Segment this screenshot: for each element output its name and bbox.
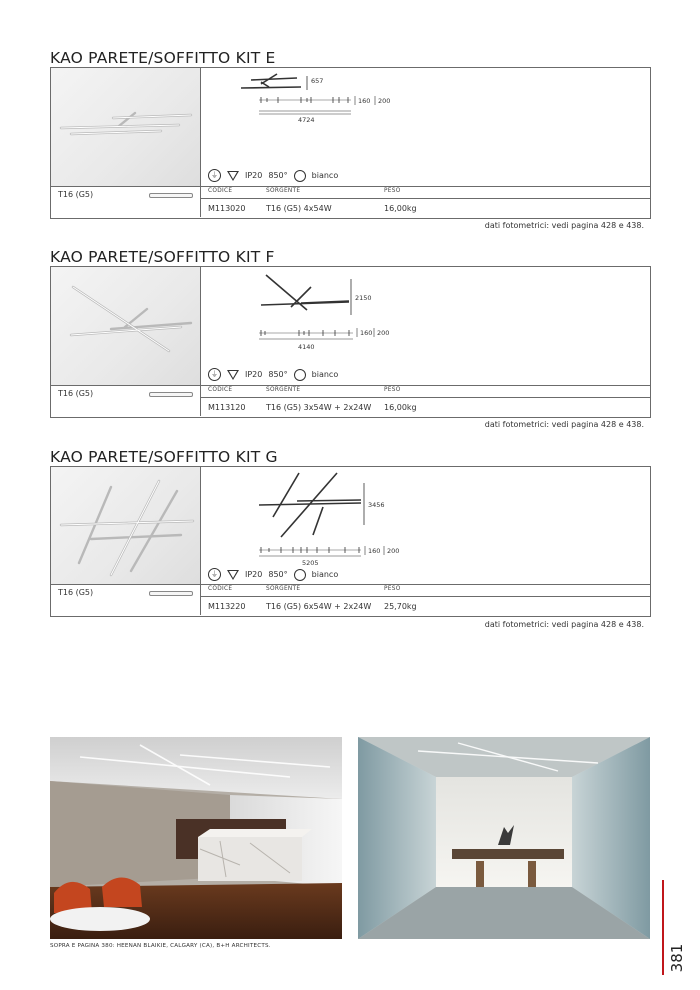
header-weight: PESO (384, 586, 401, 592)
lamp-type: T16 (G5) (58, 190, 94, 199)
product-weight: 25,70kg (384, 602, 417, 611)
product-code: M113120 (208, 403, 246, 412)
lamp-type: T16 (G5) (58, 389, 94, 398)
ip-rating: IP20 (245, 570, 263, 579)
product-source: T16 (G5) 4x54W (266, 204, 332, 213)
reception-scene-illustration (50, 737, 342, 939)
finish-label: bianco (311, 370, 339, 379)
product-photo-illustration (51, 267, 200, 385)
dim-thickness: 160 (360, 329, 373, 337)
f-mark-icon (227, 570, 239, 580)
product-photo (51, 68, 201, 186)
product-code: M113220 (208, 602, 246, 611)
dim-thickness: 160 (368, 547, 381, 555)
tube-lamp-icon (149, 392, 193, 397)
photometric-note: dati fotometrici: vedi pagina 428 e 438. (484, 420, 644, 429)
product-photo-illustration (51, 68, 200, 186)
product-card-kit-e (50, 67, 651, 219)
f-mark-icon (227, 370, 239, 380)
table-header (201, 386, 650, 398)
spec-row (208, 169, 338, 182)
temperature: 850° (268, 570, 288, 579)
dim-width: 4724 (298, 116, 315, 124)
dim-thickness: 160 (358, 97, 371, 105)
finish-swatch-icon (294, 170, 306, 182)
product-title: KAO PARETE/SOFFITTO KIT F (50, 248, 275, 266)
technical-drawing (201, 68, 650, 168)
finish-swatch-icon (294, 569, 306, 581)
header-code: CODICE (208, 188, 233, 194)
finish-label: bianco (311, 570, 339, 579)
dim-height: 2150 (355, 294, 372, 302)
header-source: SORGENTE (266, 188, 301, 194)
dim-height: 3456 (368, 501, 385, 509)
tube-lamp-icon (149, 193, 193, 198)
technical-drawing (201, 467, 650, 567)
meeting-room-scene-illustration (358, 737, 650, 939)
product-photo-illustration (51, 467, 200, 584)
dimension-drawing (201, 267, 650, 367)
dimension-drawing (201, 467, 650, 567)
finish-swatch-icon (294, 369, 306, 381)
temperature: 850° (268, 370, 288, 379)
ground-icon: ⏚ (208, 568, 221, 581)
spec-row (208, 568, 338, 581)
product-card-kit-g (50, 466, 651, 617)
product-table (51, 584, 650, 615)
dim-height: 657 (311, 77, 324, 85)
product-source: T16 (G5) 6x54W + 2x24W (266, 602, 372, 611)
dim-width: 5205 (302, 559, 319, 567)
header-source: SORGENTE (266, 586, 301, 592)
ip-rating: IP20 (245, 171, 263, 180)
header-code: CODICE (208, 387, 233, 393)
photometric-note: dati fotometrici: vedi pagina 428 e 438. (484, 620, 644, 629)
product-weight: 16,00kg (384, 403, 417, 412)
photo-caption: SOPRA E PAGINA 380: HEENAN BLAIKIE, CALGARY (CA), B+H ARCHITECTS. (50, 943, 271, 949)
interior-photo-reception (50, 737, 342, 939)
temperature: 850° (268, 171, 288, 180)
product-title: KAO PARETE/SOFFITTO KIT E (50, 49, 276, 67)
dim-width: 4140 (298, 343, 315, 351)
f-mark-icon (227, 171, 239, 181)
header-source: SORGENTE (266, 387, 301, 393)
page-number (663, 937, 693, 977)
ground-icon: ⏚ (208, 169, 221, 182)
finish-label: bianco (311, 171, 339, 180)
lamp-cell (51, 386, 201, 416)
product-title: KAO PARETE/SOFFITTO KIT G (50, 448, 278, 466)
interior-photo-meeting-room (358, 737, 650, 939)
product-photo (51, 467, 201, 584)
table-header (201, 585, 650, 597)
spec-row (208, 368, 338, 381)
page-number-text: 381 (668, 943, 686, 973)
product-table (51, 186, 650, 217)
dim-depth: 200 (387, 547, 400, 555)
product-weight: 16,00kg (384, 204, 417, 213)
ground-icon: ⏚ (208, 368, 221, 381)
ip-rating: IP20 (245, 370, 263, 379)
product-table (51, 385, 650, 416)
dimension-drawing (201, 68, 650, 168)
lamp-cell (51, 187, 201, 217)
product-code: M113020 (208, 204, 246, 213)
header-code: CODICE (208, 586, 233, 592)
tube-lamp-icon (149, 591, 193, 596)
table-header (201, 187, 650, 199)
header-weight: PESO (384, 387, 401, 393)
photometric-note: dati fotometrici: vedi pagina 428 e 438. (484, 221, 644, 230)
lamp-type: T16 (G5) (58, 588, 94, 597)
dim-depth: 200 (378, 97, 391, 105)
product-card-kit-f (50, 266, 651, 418)
lamp-cell (51, 585, 201, 615)
header-weight: PESO (384, 188, 401, 194)
technical-drawing (201, 267, 650, 367)
product-photo (51, 267, 201, 385)
product-source: T16 (G5) 3x54W + 2x24W (266, 403, 372, 412)
dim-depth: 200 (377, 329, 390, 337)
